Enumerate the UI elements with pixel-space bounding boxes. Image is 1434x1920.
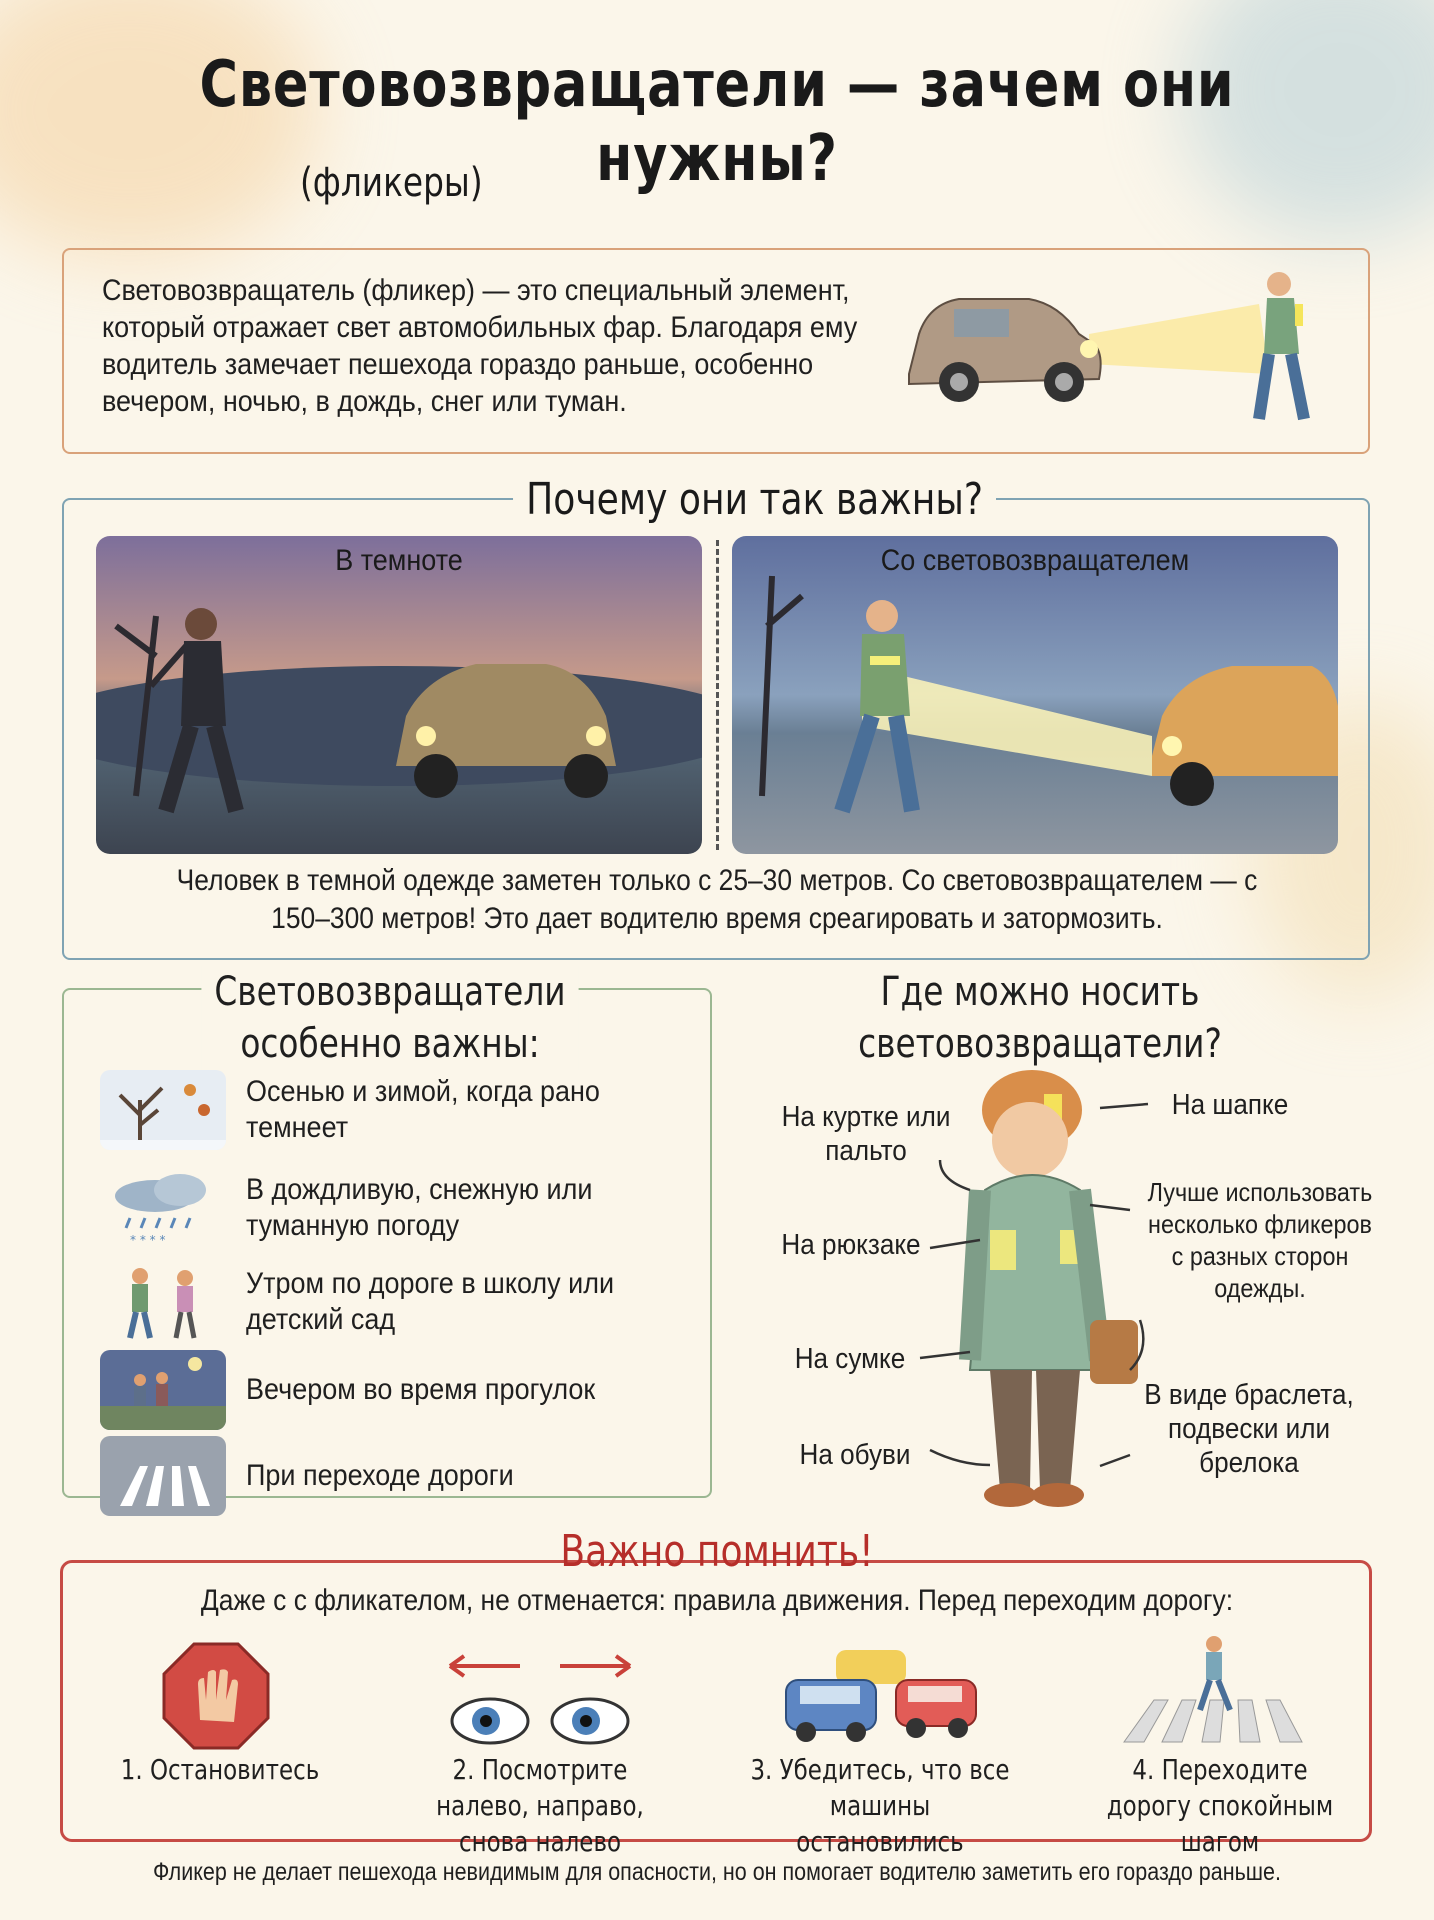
page-subtitle: (фликеры)	[300, 160, 483, 206]
list-item	[100, 1168, 700, 1248]
why-text: Человек в темной одежде заметен только с 25–30 метров. Со световозвращателем — с 150–300 метров! Это дает водителю время среагировать и затормозить.	[176, 864, 1258, 935]
step-3: 3. Убедитесь, что все машины остановились	[750, 1753, 1010, 1858]
list-item-text: Утром по дороге в школу или детский сад	[246, 1267, 615, 1336]
label-arrows	[900, 1080, 1180, 1500]
label-bag: На сумке	[794, 1343, 906, 1375]
list-item-text: Осенью и зимой, когда рано темнеет	[246, 1075, 600, 1144]
reflector-scene-illustration	[732, 536, 1338, 854]
list-item-text: Вечером во время прогулок	[246, 1373, 596, 1406]
autumn-tree-icon	[100, 1070, 226, 1150]
remember-text: Даже с с фликателом, не отменается: правила движения. Перед переходим дорогу:	[200, 1584, 1234, 1617]
page-title: Световозвращатели — зачем они нужны?	[199, 48, 1235, 196]
step-1: 1. Остановитесь	[120, 1753, 320, 1786]
list-item-text: В дождливую, снежную или туманную погоду	[246, 1173, 593, 1242]
label-backpack: На рюкзаке	[781, 1229, 921, 1261]
step-2: 2. Посмотрите налево, направо, снова налево	[436, 1753, 644, 1858]
label-jacket: На куртке или пальто	[781, 1101, 951, 1167]
reflector-scene-caption: Со световозвращателем	[880, 544, 1190, 577]
footer-note: Фликер не делает пешехода невидимым для опасности, но он помогает водителю заметить его гораздо раньше.	[153, 1858, 1281, 1886]
svg-text:* * * *: * * * *	[130, 1233, 166, 1247]
label-bracelet: В виде браслета, подвески или брелока	[1144, 1379, 1354, 1479]
remember-title: Важно помнить!	[560, 1526, 874, 1577]
stop-hand-icon	[160, 1640, 272, 1752]
car-headlights-illustration	[899, 264, 1339, 444]
crosswalk-icon	[100, 1436, 226, 1516]
intro-text: Световозвращатель (фликер) — это специальный элемент, который отражает свет автомобильных фар. Благодаря ему водитель замечает пешехода гораздо раньше, особенно вечером, ночью, в дождь, снег или туман.	[102, 274, 858, 418]
list-item	[100, 1070, 700, 1150]
list-item	[100, 1262, 700, 1342]
children-walking-icon	[100, 1262, 226, 1342]
dark-scene-illustration	[96, 536, 702, 854]
list-item-text: При переходе дороги	[246, 1459, 514, 1492]
reflector-scene-panel	[732, 536, 1338, 854]
dark-scene-caption: В темноте	[335, 544, 463, 577]
pedestrian-crosswalk-icon	[1114, 1630, 1314, 1750]
label-shoes: На обуви	[799, 1439, 911, 1471]
panel-divider	[716, 540, 719, 850]
why-title: Почему они так важны?	[513, 474, 996, 525]
cloud-rain-icon	[100, 1168, 226, 1248]
important-title: Световозвращатели особенно важны:	[201, 966, 578, 1070]
label-hat: На шапке	[1171, 1089, 1289, 1121]
list-item	[100, 1350, 700, 1430]
intro-box	[62, 248, 1370, 454]
label-several: Лучше использовать несколько фликеров с разных сторон одежды.	[1147, 1177, 1373, 1303]
where-title: Где можно носить световозвращатели?	[858, 969, 1222, 1067]
evening-walk-icon	[100, 1350, 226, 1430]
eyes-looking-icon	[440, 1646, 640, 1756]
dark-scene-panel	[96, 536, 702, 854]
step-4: 4. Переходите дорогу спокойным шагом	[1106, 1753, 1334, 1858]
stopped-cars-icon	[776, 1640, 986, 1750]
list-item	[100, 1436, 700, 1516]
